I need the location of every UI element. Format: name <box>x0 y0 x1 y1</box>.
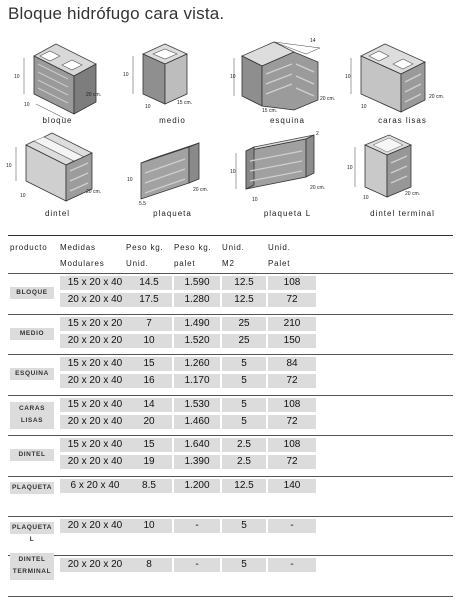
diagram-esquina <box>230 34 345 127</box>
table-cell: 20 x 20 x 40 <box>60 519 130 533</box>
table-cell: 25 <box>222 317 266 331</box>
table-cell: 15 x 20 x 40 <box>60 357 130 371</box>
table-cell: 12.5 <box>222 276 266 290</box>
diagram-dintel <box>0 127 115 220</box>
product-name-line: ESQUINA <box>15 370 49 377</box>
dintel-dim-length: 20 cm. <box>86 189 102 195</box>
table-cell: 10 <box>126 519 172 533</box>
table-cell: 210 <box>268 317 316 331</box>
plaqueta-l-dim-height: 10 <box>230 169 236 175</box>
table-cell: 1.640 <box>174 438 220 452</box>
product-name-line: TERMINAL <box>12 568 52 575</box>
table-cell: 1.520 <box>174 334 220 348</box>
dintel-drawing <box>0 127 115 212</box>
esquina-dim-length: 20 cm. <box>320 96 336 102</box>
plaqueta-dim-height: 10 <box>127 177 133 183</box>
col-header-peso-unid: Peso kg. Unid. <box>126 243 164 268</box>
table-cell: 8 <box>126 558 172 572</box>
table-cell: 20 x 20 x 40 <box>60 293 130 307</box>
diagram-medio <box>115 34 230 127</box>
caption-dintel: dintel <box>44 209 71 218</box>
medio-drawing <box>115 34 230 119</box>
dintel-terminal-dim-height: 10 <box>347 165 353 171</box>
table-cell: 72 <box>268 374 316 388</box>
table-cell: - <box>174 558 220 572</box>
table-cell: 5 <box>222 558 266 572</box>
table-cell: 1.260 <box>174 357 220 371</box>
diagram-bloque <box>0 34 115 127</box>
table-top-rule <box>8 235 453 236</box>
group-separator <box>8 555 453 556</box>
esquina-dim-top: 14 <box>310 38 316 44</box>
table-cell: 20 <box>126 415 172 429</box>
table-cell: - <box>174 519 220 533</box>
table-cell: 84 <box>268 357 316 371</box>
dintel-terminal-dim-depth: 10 <box>363 195 369 201</box>
table-cell: 15 x 20 x 40 <box>60 276 130 290</box>
table-cell: 6 x 20 x 40 <box>60 479 130 493</box>
plaqueta-dim-depth: 5.5 <box>139 201 146 207</box>
group-separator <box>8 354 453 355</box>
product-name-line: LISAS <box>20 416 44 424</box>
table-cell: 2.5 <box>222 455 266 469</box>
table-cell: 72 <box>268 415 316 429</box>
table-cell: 140 <box>268 479 316 493</box>
table-cell: 1.490 <box>174 317 220 331</box>
col-header-peso-palet: Peso kg. palet <box>174 243 212 268</box>
caption-caras-lisas: caras lisas <box>378 116 427 125</box>
group-separator <box>8 516 453 517</box>
product-name <box>10 402 54 429</box>
table-cell: 25 <box>222 334 266 348</box>
product-name-line: DINTEL <box>18 556 46 563</box>
caption-plaqueta-l: plaqueta L <box>263 209 312 218</box>
plaqueta-dim-length: 20 cm. <box>193 187 209 193</box>
col-header-unid-palet: Unid. Palet <box>268 243 291 268</box>
table-cell: 108 <box>268 276 316 290</box>
group-separator <box>8 435 453 436</box>
table-cell: 19 <box>126 455 172 469</box>
product-name <box>10 482 54 494</box>
table-cell: 14 <box>126 398 172 412</box>
group-separator <box>8 314 453 315</box>
table-cell: 20 x 20 x 20 <box>60 334 130 348</box>
caption-plaqueta: plaqueta <box>153 209 192 218</box>
table-cell: 7 <box>126 317 172 331</box>
diagram-grid <box>0 34 461 220</box>
table-cell: 17.5 <box>126 293 172 307</box>
col-header-producto: producto <box>10 243 48 252</box>
bloque-dim-depth: 10 <box>24 102 30 108</box>
table-cell: 1.200 <box>174 479 220 493</box>
plaqueta-l-dim-length: 20 cm. <box>310 185 326 191</box>
group-separator <box>8 395 453 396</box>
page-title: Bloque hidrófugo cara vista. <box>8 4 225 23</box>
product-name <box>10 328 54 340</box>
product-name-line: BLOQUE <box>16 289 48 296</box>
caras-lisas-dim-depth: 10 <box>361 104 367 110</box>
diagram-plaqueta <box>115 127 230 220</box>
table-cell: 1.390 <box>174 455 220 469</box>
group-separator <box>8 273 453 274</box>
table-cell: 14.5 <box>126 276 172 290</box>
diagram-dintel-terminal <box>345 127 460 220</box>
plaqueta-l-dim-depth: 10 <box>252 197 258 203</box>
product-name-line: MEDIO <box>19 330 45 337</box>
plaqueta-drawing <box>115 127 230 212</box>
table-cell: 12.5 <box>222 293 266 307</box>
product-name-line: CARAS <box>18 404 46 412</box>
table-cell: 12.5 <box>222 479 266 493</box>
caras-lisas-dim-height: 10 <box>345 74 351 80</box>
table-cell: 1.460 <box>174 415 220 429</box>
medio-dim-height: 10 <box>123 72 129 78</box>
caption-medio: medio <box>159 116 186 125</box>
col-header-unid-m2: Unid. M2 <box>222 243 245 268</box>
table-cell: 15 <box>126 438 172 452</box>
plaqueta-l-dim-top: 2 <box>316 131 319 137</box>
product-name <box>10 553 54 580</box>
dintel-dim-depth: 10 <box>20 193 26 199</box>
col-header-medidas: Medidas Modulares <box>60 243 105 268</box>
table-cell: 8.5 <box>126 479 172 493</box>
table-cell: 150 <box>268 334 316 348</box>
esquina-dim-height: 10 <box>230 74 236 80</box>
product-name-line: PLAQUETA L <box>11 523 53 543</box>
table-cell: 20 x 20 x 40 <box>60 374 130 388</box>
table-cell: - <box>268 519 316 533</box>
table-cell: 1.530 <box>174 398 220 412</box>
product-name <box>10 449 54 461</box>
diagram-plaqueta-l <box>230 127 345 220</box>
caption-bloque: bloque <box>42 116 73 125</box>
group-separator <box>8 476 453 477</box>
table-cell: 1.280 <box>174 293 220 307</box>
table-cell: 5 <box>222 415 266 429</box>
table-cell: 16 <box>126 374 172 388</box>
table-cell: 108 <box>268 438 316 452</box>
caras-lisas-dim-length: 20 cm. <box>429 94 445 100</box>
caption-dintel-terminal: dintel terminal <box>370 209 435 218</box>
table-cell: 15 <box>126 357 172 371</box>
table-cell: 108 <box>268 398 316 412</box>
table-cell: 10 <box>126 334 172 348</box>
product-name <box>10 287 54 299</box>
table-cell: 5 <box>222 519 266 533</box>
diagram-caras-lisas <box>345 34 460 127</box>
product-name <box>10 522 54 543</box>
caption-esquina: esquina <box>269 116 306 125</box>
medio-dim-depth: 10 <box>145 104 151 110</box>
table-cell: 20 x 20 x 20 <box>60 558 130 572</box>
product-name <box>10 368 54 380</box>
plaqueta-l-drawing <box>230 127 345 212</box>
esquina-dim-depth: 15 cm. <box>262 108 278 114</box>
table-cell: 72 <box>268 293 316 307</box>
dintel-terminal-dim-length: 20 cm. <box>405 191 421 197</box>
table-cell: 20 x 20 x 40 <box>60 455 130 469</box>
table-cell: 2.5 <box>222 438 266 452</box>
product-name-line: PLAQUETA <box>11 483 53 491</box>
product-name-line: DINTEL <box>18 451 46 458</box>
medio-dim-length: 15 cm. <box>177 100 193 106</box>
table-cell: 15 x 20 x 20 <box>60 317 130 331</box>
table-cell: 72 <box>268 455 316 469</box>
table-cell: 20 x 20 x 40 <box>60 415 130 429</box>
table-cell: 5 <box>222 398 266 412</box>
bloque-dim-height: 10 <box>14 74 20 80</box>
table-cell: - <box>268 558 316 572</box>
table-cell: 5 <box>222 357 266 371</box>
bloque-dim-length: 20 cm. <box>86 92 102 98</box>
table-cell: 5 <box>222 374 266 388</box>
table-cell: 1.590 <box>174 276 220 290</box>
esquina-drawing <box>230 34 345 119</box>
table-bottom-rule <box>8 596 453 597</box>
table-cell: 15 x 20 x 40 <box>60 398 130 412</box>
table-cell: 15 x 20 x 40 <box>60 438 130 452</box>
table-cell: 1.170 <box>174 374 220 388</box>
dintel-dim-height: 10 <box>6 163 12 169</box>
